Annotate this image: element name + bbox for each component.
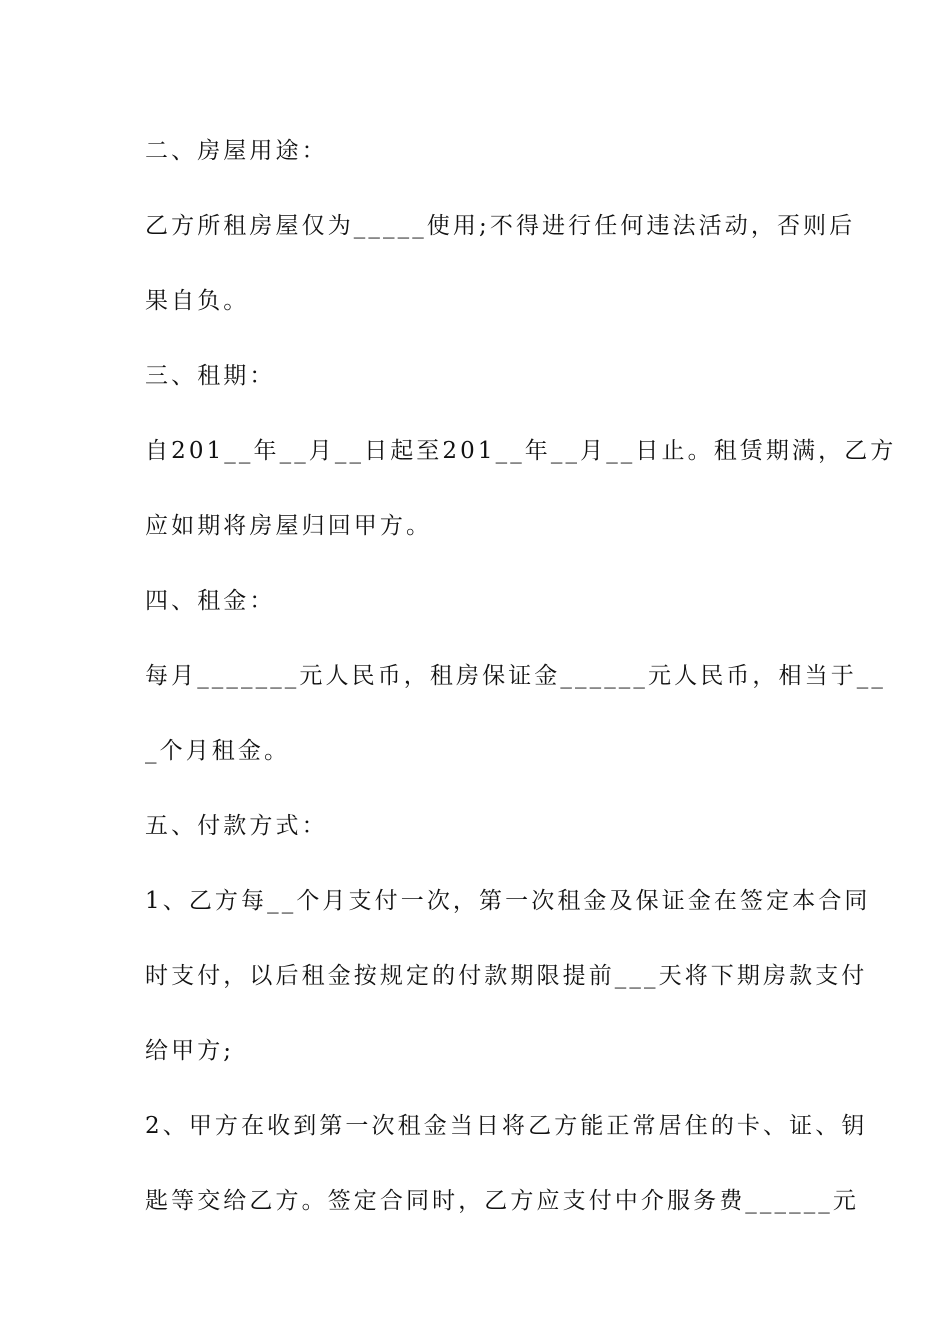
paragraph-line: 自201__年__月__日起至201__年__月__日止。租赁期满，乙方 (145, 438, 897, 464)
paragraph-line: 给甲方; (145, 1038, 235, 1064)
section-heading-payment-method: 五、付款方式： (145, 813, 328, 839)
paragraph-line: 每月_______元人民币，租房保证金______元人民币，相当于__ (145, 663, 886, 689)
section-heading-lease-term: 三、租期： (145, 363, 276, 389)
paragraph-line: 时支付，以后租金按规定的付款期限提前___天将下期房款支付 (145, 963, 868, 989)
section-heading-house-use: 二、房屋用途： (145, 138, 328, 164)
paragraph-line: 2、甲方在收到第一次租金当日将乙方能正常居住的卡、证、钥 (145, 1113, 868, 1139)
paragraph-line: 果自负。 (145, 288, 250, 314)
paragraph-line: 应如期将房屋归回甲方。 (145, 513, 433, 539)
paragraph-line: _个月租金。 (145, 738, 291, 764)
paragraph-line: 1、乙方每__个月支付一次，第一次租金及保证金在签定本合同 (145, 888, 871, 914)
section-heading-rent: 四、租金： (145, 588, 276, 614)
paragraph-line: 乙方所租房屋仅为_____使用;不得进行任何违法活动，否则后 (145, 213, 856, 239)
paragraph-line: 匙等交给乙方。签定合同时，乙方应支付中介服务费______元 (145, 1188, 859, 1214)
